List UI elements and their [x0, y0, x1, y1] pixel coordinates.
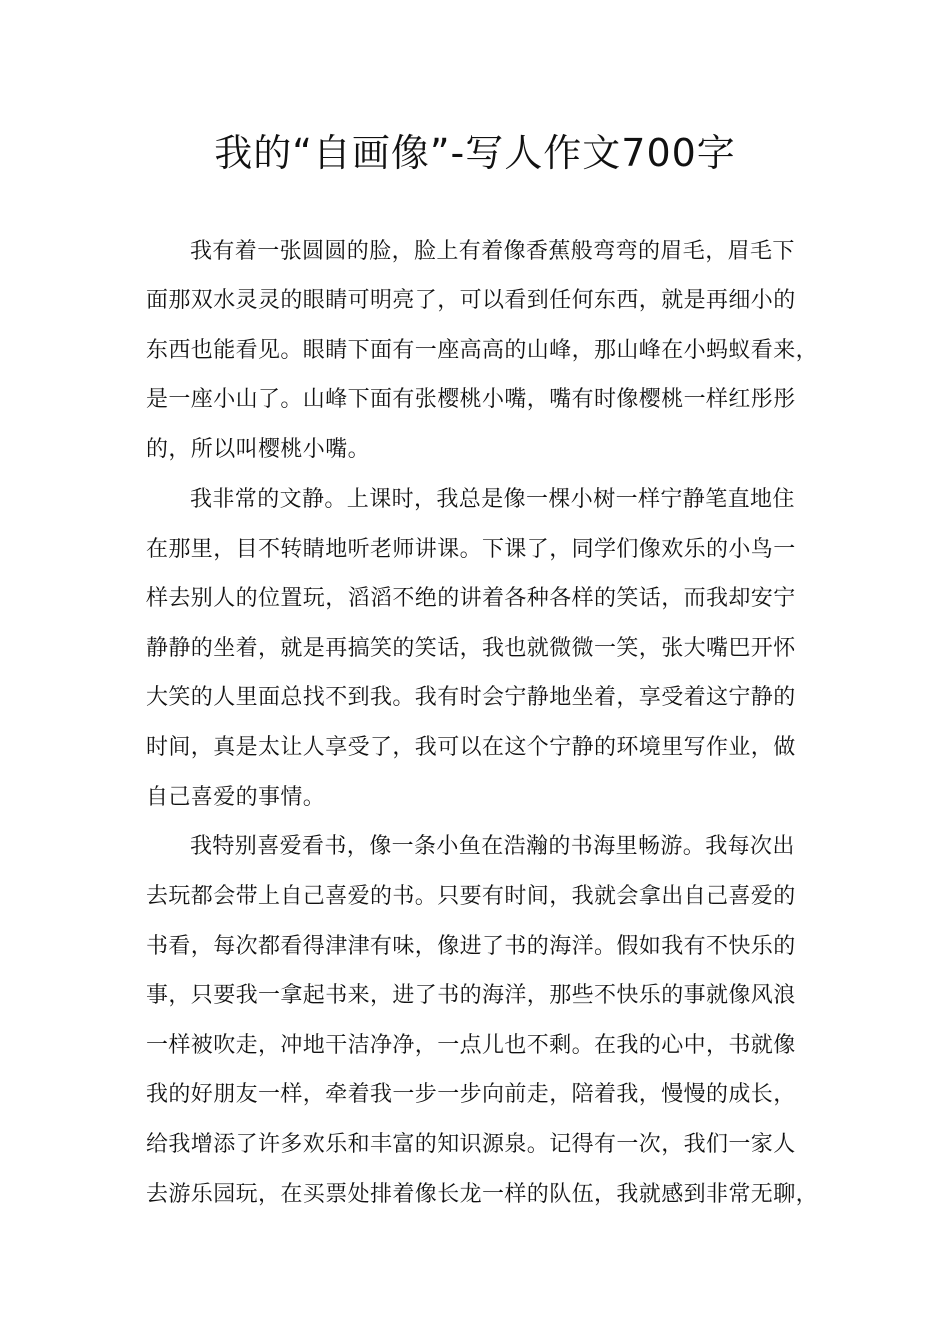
text-line: 我的好朋友一样，牵着我一步一步向前走，陪着我，慢慢的成长， [146, 1082, 796, 1107]
text-line: 在那里，目不转睛地听老师讲课。下课了，同学们像欢乐的小鸟一 [146, 537, 796, 562]
text-line: 静静的坐着，就是再搞笑的笑话，我也就微微一笑，张大嘴巴开怀 [146, 636, 796, 661]
text-line: 给我增添了许多欢乐和丰富的知识源泉。记得有一次，我们一家人 [146, 1132, 796, 1157]
text-line: 样去别人的位置玩，滔滔不绝的讲着各种各样的笑话，而我却安宁 [146, 586, 796, 611]
text-line: 东西也能看见。眼睛下面有一座高高的山峰，那山峰在小蚂蚁看来， [146, 338, 819, 363]
text-line: 我非常的文静。上课时，我总是像一棵小树一样宁静笔直地住 [190, 487, 795, 512]
text-line: 书看，每次都看得津津有味，像进了书的海洋。假如我有不快乐的 [146, 934, 796, 959]
text-line: 时间，真是太让人享受了，我可以在这个宁静的环境里写作业，做 [146, 735, 796, 760]
text-line: 自己喜爱的事情。 [146, 785, 326, 810]
text-line: 面那双水灵灵的眼睛可明亮了，可以看到任何东西，就是再细小的 [146, 288, 796, 313]
text-line: 的，所以叫樱桃小嘴。 [146, 437, 371, 462]
text-line: 我有着一张圆圆的脸，脸上有着像香蕉般弯弯的眉毛，眉毛下 [190, 239, 795, 264]
text-line: 去玩都会带上自己喜爱的书。只要有时间，我就会拿出自己喜爱的 [146, 884, 796, 909]
text-line: 大笑的人里面总找不到我。我有时会宁静地坐着，享受着这宁静的 [146, 685, 796, 710]
text-line: 一样被吹走，冲地干洁净净，一点儿也不剩。在我的心中，书就像 [146, 1033, 796, 1058]
text-line: 去游乐园玩，在买票处排着像长龙一样的队伍，我就感到非常无聊， [146, 1182, 819, 1207]
document-title: 我的“自画像”-写人作文700字 [214, 131, 736, 175]
text-line: 事，只要我一拿起书来，进了书的海洋，那些不快乐的事就像风浪 [146, 983, 796, 1008]
text-line: 是一座小山了。山峰下面有张樱桃小嘴，嘴有时像樱桃一样红彤彤 [146, 387, 796, 412]
text-line: 我特别喜爱看书，像一条小鱼在浩瀚的书海里畅游。我每次出 [190, 834, 795, 859]
